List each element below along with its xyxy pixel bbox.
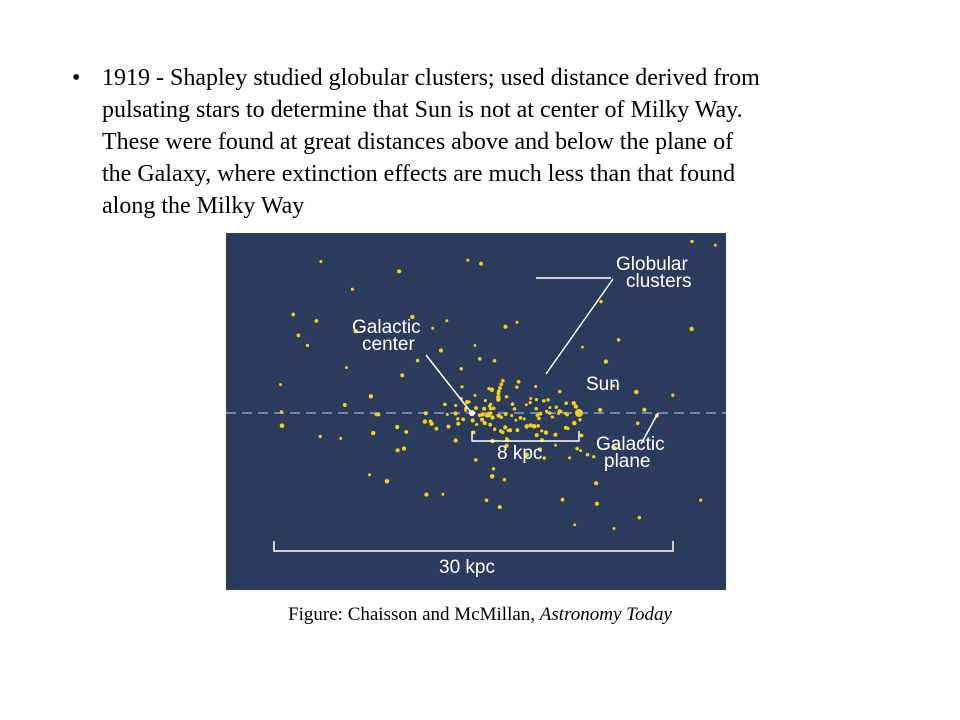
galactic-center-label-line2: center xyxy=(362,334,415,355)
bullet-symbol: • xyxy=(72,65,81,91)
globular-cluster-dot xyxy=(690,240,693,243)
globular-cluster-dot xyxy=(505,395,508,398)
globular-cluster-dot xyxy=(496,414,499,417)
globular-cluster-dot xyxy=(488,423,492,427)
globular-cluster-dot xyxy=(490,415,494,419)
galaxy-diagram-svg xyxy=(226,233,726,590)
globular-cluster-dot xyxy=(482,407,486,411)
globular-cluster-dot xyxy=(564,402,568,406)
globular-cluster-dot xyxy=(395,448,399,452)
globular-cluster-dot xyxy=(466,259,469,262)
globular-cluster-dot xyxy=(511,402,514,405)
globular-cluster-dot xyxy=(636,422,640,426)
globular-cluster-dot xyxy=(638,516,642,520)
globular-cluster-dot xyxy=(498,505,502,509)
globular-cluster-dot xyxy=(400,373,404,377)
globular-cluster-dot xyxy=(573,524,576,527)
globular-cluster-dot xyxy=(480,418,484,422)
globular-cluster-dot xyxy=(439,348,443,352)
globular-cluster-dot xyxy=(443,403,447,407)
globular-cluster-dot xyxy=(535,398,538,401)
globular-cluster-dot xyxy=(598,408,602,412)
globular-cluster-dot xyxy=(497,389,501,393)
globular-cluster-dot xyxy=(445,319,448,322)
globular-cluster-dot xyxy=(513,407,517,411)
globular-cluster-dot xyxy=(454,438,458,442)
globular-cluster-dot xyxy=(503,425,507,429)
globular-cluster-dot xyxy=(586,453,589,456)
globular-cluster-dot xyxy=(534,385,537,388)
globular-cluster-dot xyxy=(395,425,399,429)
globular-cluster-dot xyxy=(529,397,532,400)
globular-cluster-dot xyxy=(553,433,557,437)
globular-cluster-dot xyxy=(529,401,532,404)
globular-cluster-dot xyxy=(464,409,467,412)
globular-cluster-dot xyxy=(484,399,487,402)
globular-cluster-dot xyxy=(397,269,401,273)
globular-cluster-dot xyxy=(548,411,552,415)
globular-cluster-dot xyxy=(714,244,717,247)
globular-cluster-dot xyxy=(557,412,560,415)
globular-cluster-dot xyxy=(490,474,495,479)
globular-cluster-dot xyxy=(564,412,567,415)
globular-cluster-dot xyxy=(478,357,482,361)
globular-cluster-dot xyxy=(446,413,449,416)
globular-cluster-dot xyxy=(385,479,390,484)
globular-cluster-dot xyxy=(566,427,569,430)
globular-cluster-dot xyxy=(499,429,503,433)
globular-cluster-dot xyxy=(604,359,608,363)
globular-cluster-dot xyxy=(554,444,557,447)
globular-cluster-dot xyxy=(424,411,428,415)
globular-cluster-dot xyxy=(441,493,444,496)
caption-prefix: Figure: Chaisson and McMillan, xyxy=(288,604,540,625)
globular-cluster-dot xyxy=(592,455,595,458)
globular-cluster-dot xyxy=(579,449,582,452)
globular-cluster-dot xyxy=(517,380,521,384)
globular-cluster-dot xyxy=(535,414,538,417)
globular-cluster-dot xyxy=(575,447,579,451)
caption-title: Astronomy Today xyxy=(539,604,672,625)
globular-cluster-dot xyxy=(543,456,546,459)
globular-clusters-label-line2: clusters xyxy=(626,271,692,292)
globular-cluster-dot xyxy=(560,410,563,413)
globular-cluster-dot xyxy=(503,478,507,482)
globular-clusters-label-line1: Globular xyxy=(616,254,688,275)
globular-cluster-dot xyxy=(319,260,322,263)
globular-cluster-dot xyxy=(416,359,419,362)
galaxy-diagram xyxy=(226,233,726,590)
globular-cluster-dot xyxy=(561,498,565,502)
globular-cluster-dot xyxy=(424,493,428,497)
globular-cluster-dot xyxy=(594,481,598,485)
globular-cluster-dot xyxy=(515,321,518,324)
globular-cluster-dot xyxy=(504,412,508,416)
globular-cluster-dot xyxy=(474,458,478,462)
globular-cluster-dot xyxy=(617,338,621,342)
globular-cluster-dot xyxy=(291,313,295,317)
globular-cluster-dot xyxy=(500,415,503,418)
bullet-point xyxy=(72,62,862,222)
globular-cluster-dot xyxy=(671,393,674,396)
globular-cluster-dot xyxy=(492,467,495,470)
globular-cluster-dot xyxy=(483,421,487,425)
globular-cluster-dot xyxy=(371,431,375,435)
globular-cluster-dot xyxy=(549,406,552,409)
globular-cluster-dot xyxy=(475,423,478,426)
globular-cluster-dot xyxy=(280,410,283,413)
globular-cluster-dot xyxy=(473,344,476,347)
globular-cluster-dot xyxy=(486,413,491,418)
globular-cluster-dot xyxy=(524,424,528,428)
globular-cluster-dot xyxy=(689,327,693,331)
globular-cluster-dot xyxy=(537,417,541,421)
globular-cluster-dot xyxy=(613,527,616,530)
globular-cluster-dot xyxy=(498,386,502,390)
globular-cluster-dot xyxy=(551,415,554,418)
globular-cluster-dot xyxy=(536,424,540,428)
globular-cluster-dot xyxy=(471,418,475,422)
globular-cluster-dot xyxy=(580,434,584,438)
globular-cluster-dot xyxy=(478,413,482,417)
globular-cluster-dot xyxy=(474,406,478,410)
globular-cluster-dot xyxy=(454,404,457,407)
globular-cluster-dot xyxy=(545,410,548,413)
globular-cluster-dot xyxy=(572,421,577,426)
globular-cluster-dot xyxy=(515,385,518,388)
globular-cluster-dot xyxy=(510,414,513,417)
globular-cluster-dot xyxy=(572,401,576,405)
globular-cluster-dot xyxy=(507,429,510,432)
globular-cluster-dot xyxy=(581,346,584,349)
globular-cluster-dot xyxy=(529,423,533,427)
globular-cluster-dot xyxy=(461,418,465,422)
globular-cluster-dot xyxy=(516,428,520,432)
globular-cluster-dot xyxy=(538,412,542,416)
globular-cluster-dot xyxy=(519,416,523,420)
globular-cluster-dot xyxy=(546,398,550,402)
globular-cluster-dot xyxy=(490,388,495,393)
globular-cluster-dot xyxy=(375,413,379,417)
globular-cluster-dot xyxy=(599,300,602,303)
globular-cluster-dot xyxy=(447,425,451,429)
globular-cluster-dot xyxy=(343,403,347,407)
globular-cluster-dot xyxy=(642,408,646,412)
globular-cluster-dot xyxy=(306,344,309,347)
globular-cluster-dot xyxy=(534,407,538,411)
globular-cluster-dot xyxy=(280,423,285,428)
globular-cluster-dot xyxy=(456,417,459,420)
globular-cluster-dot xyxy=(503,325,507,329)
galactic-plane-label-line1: Galactic xyxy=(596,434,665,455)
globular-cluster-dot xyxy=(459,367,462,370)
globular-cluster-dot xyxy=(496,395,500,399)
globular-cluster-dot xyxy=(456,422,460,426)
globular-cluster-dot xyxy=(558,390,561,393)
globular-cluster-dot xyxy=(468,400,471,403)
globular-cluster-dot xyxy=(489,403,492,406)
globular-cluster-dot xyxy=(368,473,371,476)
globular-cluster-dot xyxy=(431,327,434,330)
globular-cluster-dot xyxy=(493,428,496,431)
globular-cluster-dot xyxy=(568,456,571,459)
scale-30kpc-label: 30 kpc xyxy=(439,557,495,578)
globular-cluster-dot xyxy=(540,429,543,432)
globular-cluster-dot xyxy=(339,437,342,440)
globular-cluster-dot xyxy=(555,406,558,409)
bullet-text: 1919 - Shapley studied globular clusters; used distance derived from pulsating stars to determine that Sun is not at center of Milky Way. These were found at great distances above and below the plane of the Galaxy, where extinction effects are much less than that found along the Milky Way xyxy=(102,65,760,219)
globular-cluster-dot xyxy=(489,407,493,411)
globular-cluster-dot xyxy=(345,366,348,369)
globular-cluster-dot xyxy=(460,385,463,388)
globular-cluster-dot xyxy=(479,262,483,266)
globular-cluster-dot xyxy=(578,418,581,421)
globular-cluster-dot xyxy=(535,433,539,437)
sun-label: Sun xyxy=(586,374,620,395)
globular-cluster-dot xyxy=(523,417,526,420)
globular-cluster-dot xyxy=(351,288,354,291)
globular-cluster-dot xyxy=(402,446,406,450)
globular-cluster-dot xyxy=(699,498,702,501)
globular-cluster-dot xyxy=(430,422,434,426)
globular-cluster-dot xyxy=(515,419,518,422)
globular-cluster-dot xyxy=(525,403,528,406)
globular-cluster-dot xyxy=(315,319,319,323)
globular-cluster-dot xyxy=(634,390,638,394)
globular-cluster-dot xyxy=(493,359,497,363)
globular-cluster-dot xyxy=(595,502,599,506)
globular-cluster-dot xyxy=(423,419,427,423)
globular-cluster-dot xyxy=(499,382,503,386)
globular-cluster-dot xyxy=(369,394,374,399)
galactic-center-label-line1: Galactic xyxy=(352,317,421,338)
globular-cluster-dot xyxy=(542,399,546,403)
globular-cluster-dot xyxy=(501,379,505,383)
globular-cluster-dot xyxy=(485,499,489,503)
globular-cluster-dot xyxy=(279,383,282,386)
globular-cluster-dot xyxy=(404,430,408,434)
scale-8kpc-label: 8 kpc xyxy=(497,443,543,464)
globular-cluster-dot xyxy=(454,411,458,415)
globular-cluster-dot xyxy=(297,334,301,338)
sun-marker xyxy=(575,409,583,417)
galactic-plane-label-line2: plane xyxy=(604,451,651,472)
globular-cluster-dot xyxy=(544,430,548,434)
figure-caption xyxy=(0,604,960,626)
globular-cluster-dot xyxy=(319,435,322,438)
globular-cluster-dot xyxy=(434,427,438,431)
globular-cluster-dot xyxy=(474,394,477,397)
